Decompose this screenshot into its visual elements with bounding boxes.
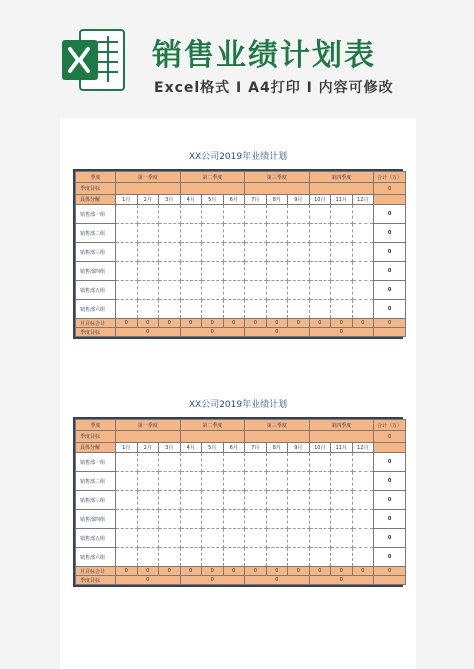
month-value-cell[interactable] <box>245 510 267 529</box>
season-target-cell[interactable] <box>180 431 245 443</box>
month-value-cell[interactable] <box>288 491 310 510</box>
month-value-cell[interactable] <box>245 224 267 243</box>
group-total[interactable]: 0 <box>374 300 406 319</box>
total-header: 合计（万） <box>374 420 406 431</box>
group-label: 销售部一组 <box>76 205 116 224</box>
month-value-cell[interactable] <box>202 491 224 510</box>
month-value-cell[interactable] <box>352 243 374 262</box>
month-value-cell[interactable] <box>288 224 310 243</box>
month-value-cell[interactable] <box>245 529 267 548</box>
month-value-cell[interactable] <box>159 453 181 472</box>
group-total[interactable]: 0 <box>374 491 406 510</box>
monthly-total-label: 月目标合计 <box>76 319 116 328</box>
month-value-cell[interactable] <box>288 472 310 491</box>
month-value-cell[interactable] <box>116 510 138 529</box>
month-value-cell[interactable] <box>309 453 331 472</box>
season-header: 第二季度 <box>180 420 245 431</box>
group-total[interactable]: 0 <box>374 224 406 243</box>
monthly-total-cell[interactable]: 0 <box>245 567 267 576</box>
monthly-total-cell[interactable]: 0 <box>223 567 245 576</box>
table-row <box>76 510 406 529</box>
month-value-cell[interactable] <box>137 262 159 281</box>
month-value-cell[interactable] <box>309 262 331 281</box>
group-total[interactable]: 0 <box>374 262 406 281</box>
group-label: 销售部六组 <box>76 300 116 319</box>
season-header-label: 季度 <box>76 420 116 431</box>
month-header: 2月 <box>137 443 159 453</box>
month-value-cell[interactable] <box>331 243 353 262</box>
month-header: 11月 <box>331 195 353 205</box>
group-total[interactable]: 0 <box>374 243 406 262</box>
season-header-label: 季度 <box>76 172 116 183</box>
month-value-cell[interactable] <box>309 529 331 548</box>
month-value-cell[interactable] <box>245 548 267 567</box>
month-value-cell[interactable] <box>116 224 138 243</box>
month-header: 9月 <box>288 443 310 453</box>
season-header: 第三季度 <box>245 172 310 183</box>
group-label: 销售部六组 <box>76 548 116 567</box>
month-value-cell[interactable] <box>331 281 353 300</box>
month-value-cell[interactable] <box>159 224 181 243</box>
season-target-label: 季度目标 <box>76 183 116 195</box>
season-target-total[interactable]: 0 <box>374 183 406 195</box>
month-value-cell[interactable] <box>331 300 353 319</box>
month-header: 4月 <box>180 443 202 453</box>
month-value-cell[interactable] <box>137 510 159 529</box>
monthly-total-cell[interactable]: 0 <box>137 567 159 576</box>
month-value-cell[interactable] <box>137 224 159 243</box>
month-value-cell[interactable] <box>202 453 224 472</box>
month-value-cell[interactable] <box>116 205 138 224</box>
month-value-cell[interactable] <box>180 262 202 281</box>
group-total[interactable]: 0 <box>374 548 406 567</box>
month-value-cell[interactable] <box>223 224 245 243</box>
monthly-total-cell[interactable]: 0 <box>245 319 267 328</box>
table-row <box>76 453 406 472</box>
monthly-total-cell[interactable]: 0 <box>202 567 224 576</box>
month-value-cell[interactable] <box>266 491 288 510</box>
month-value-cell[interactable] <box>223 262 245 281</box>
month-value-cell[interactable] <box>245 205 267 224</box>
month-value-cell[interactable] <box>245 453 267 472</box>
month-value-cell[interactable] <box>180 224 202 243</box>
group-label: 销售部四组 <box>76 262 116 281</box>
table-row <box>76 300 406 319</box>
month-value-cell[interactable] <box>137 491 159 510</box>
table-row <box>76 548 406 567</box>
month-value-cell[interactable] <box>309 548 331 567</box>
month-value-cell[interactable] <box>159 262 181 281</box>
month-header: 1月 <box>116 195 138 205</box>
plan-table-frame <box>73 417 403 587</box>
month-value-cell[interactable] <box>159 281 181 300</box>
month-value-cell[interactable] <box>331 491 353 510</box>
group-label: 销售部二组 <box>76 224 116 243</box>
month-value-cell[interactable] <box>223 548 245 567</box>
plan-sheet <box>73 398 403 587</box>
month-value-cell[interactable] <box>116 529 138 548</box>
monthly-total-cell[interactable]: 0 <box>159 567 181 576</box>
group-total[interactable]: 0 <box>374 281 406 300</box>
month-value-cell[interactable] <box>202 300 224 319</box>
season-header: 第四季度 <box>309 420 374 431</box>
month-header: 7月 <box>245 443 267 453</box>
month-value-cell[interactable] <box>116 548 138 567</box>
month-value-cell[interactable] <box>245 300 267 319</box>
month-value-cell[interactable] <box>352 510 374 529</box>
monthly-total-cell[interactable]: 0 <box>180 319 202 328</box>
month-value-cell[interactable] <box>266 548 288 567</box>
season-target-cell[interactable] <box>309 431 374 443</box>
table-row <box>76 224 406 243</box>
month-value-cell[interactable] <box>223 300 245 319</box>
month-value-cell[interactable] <box>116 262 138 281</box>
month-value-cell[interactable] <box>223 205 245 224</box>
month-value-cell[interactable] <box>266 510 288 529</box>
month-value-cell[interactable] <box>180 491 202 510</box>
month-value-cell[interactable] <box>223 472 245 491</box>
monthly-total-cell[interactable]: 0 <box>309 319 331 328</box>
plan-table-frame <box>73 169 403 339</box>
monthly-total-cell[interactable]: 0 <box>288 567 310 576</box>
season-goal-label: 季度目标 <box>76 576 116 585</box>
month-value-cell[interactable] <box>352 548 374 567</box>
monthly-total-cell[interactable]: 0 <box>309 567 331 576</box>
monthly-total-cell[interactable]: 0 <box>223 319 245 328</box>
month-value-cell[interactable] <box>223 453 245 472</box>
monthly-total-cell[interactable]: 0 <box>352 567 374 576</box>
month-header: 8月 <box>266 443 288 453</box>
page-subtitle: Excel格式 I A4打印 I 内容可修改 <box>154 80 394 96</box>
season-target-label: 季度目标 <box>76 431 116 443</box>
month-value-cell[interactable] <box>309 205 331 224</box>
season-goal-label: 季度目标 <box>76 328 116 337</box>
month-value-cell[interactable] <box>137 453 159 472</box>
month-value-cell[interactable] <box>352 262 374 281</box>
month-value-cell[interactable] <box>202 529 224 548</box>
month-value-cell[interactable] <box>288 205 310 224</box>
season-goal-cell[interactable]: 0 <box>245 576 310 585</box>
month-value-cell[interactable] <box>116 281 138 300</box>
monthly-total-cell[interactable]: 0 <box>331 319 353 328</box>
month-value-cell[interactable] <box>116 243 138 262</box>
month-header-total <box>374 443 406 453</box>
month-value-cell[interactable] <box>159 529 181 548</box>
month-value-cell[interactable] <box>245 243 267 262</box>
month-value-cell[interactable] <box>288 453 310 472</box>
group-total[interactable]: 0 <box>374 453 406 472</box>
month-value-cell[interactable] <box>352 472 374 491</box>
group-label: 销售部一组 <box>76 453 116 472</box>
month-value-cell[interactable] <box>159 205 181 224</box>
month-value-cell[interactable] <box>331 453 353 472</box>
month-value-cell[interactable] <box>223 491 245 510</box>
table-row <box>76 281 406 300</box>
group-label: 销售部二组 <box>76 472 116 491</box>
season-header: 第三季度 <box>245 420 310 431</box>
month-value-cell[interactable] <box>352 529 374 548</box>
month-value-cell[interactable] <box>137 529 159 548</box>
month-header: 4月 <box>180 195 202 205</box>
month-value-cell[interactable] <box>137 300 159 319</box>
table-row <box>76 472 406 491</box>
season-header: 第一季度 <box>116 172 181 183</box>
month-value-cell[interactable] <box>352 491 374 510</box>
month-value-cell[interactable] <box>116 300 138 319</box>
month-value-cell[interactable] <box>309 243 331 262</box>
month-value-cell[interactable] <box>223 243 245 262</box>
month-value-cell[interactable] <box>202 281 224 300</box>
month-value-cell[interactable] <box>180 205 202 224</box>
month-value-cell[interactable] <box>137 548 159 567</box>
month-value-cell[interactable] <box>137 472 159 491</box>
monthly-total-cell[interactable]: 0 <box>202 319 224 328</box>
group-label: 销售部五组 <box>76 281 116 300</box>
season-target-cell[interactable] <box>309 183 374 195</box>
month-value-cell[interactable] <box>288 510 310 529</box>
season-goal-cell[interactable]: 0 <box>116 328 181 337</box>
month-value-cell[interactable] <box>116 453 138 472</box>
table-row <box>76 262 406 281</box>
group-total[interactable]: 0 <box>374 510 406 529</box>
document-page <box>60 118 416 669</box>
group-label: 销售部五组 <box>76 529 116 548</box>
group-label: 销售部四组 <box>76 510 116 529</box>
month-value-cell[interactable] <box>352 281 374 300</box>
group-total[interactable]: 0 <box>374 529 406 548</box>
excel-icon <box>58 24 130 96</box>
month-value-cell[interactable] <box>331 262 353 281</box>
monthly-total-cell[interactable]: 0 <box>352 319 374 328</box>
month-value-cell[interactable] <box>180 243 202 262</box>
month-value-cell[interactable] <box>159 300 181 319</box>
season-target-cell[interactable] <box>245 183 310 195</box>
plan-sheet <box>73 150 403 339</box>
month-value-cell[interactable] <box>309 472 331 491</box>
season-target-total[interactable]: 0 <box>374 431 406 443</box>
month-value-cell[interactable] <box>159 510 181 529</box>
month-value-cell[interactable] <box>202 262 224 281</box>
month-value-cell[interactable] <box>266 281 288 300</box>
month-value-cell[interactable] <box>288 281 310 300</box>
month-value-cell[interactable] <box>352 300 374 319</box>
monthly-total-sum[interactable]: 0 <box>374 319 406 328</box>
month-header: 6月 <box>223 195 245 205</box>
season-goal-cell[interactable]: 0 <box>245 328 310 337</box>
month-value-cell[interactable] <box>266 529 288 548</box>
month-value-cell[interactable] <box>266 262 288 281</box>
month-header: 7月 <box>245 195 267 205</box>
page-title: 销售业绩计划表 <box>152 38 376 73</box>
month-header: 12月 <box>352 195 374 205</box>
breakdown-label: 具体分解 <box>76 443 116 453</box>
month-header: 5月 <box>202 443 224 453</box>
plan-table <box>75 419 406 585</box>
month-value-cell[interactable] <box>266 205 288 224</box>
month-value-cell[interactable] <box>223 281 245 300</box>
month-value-cell[interactable] <box>331 529 353 548</box>
season-goal-total[interactable] <box>374 576 406 585</box>
month-value-cell[interactable] <box>245 472 267 491</box>
group-total[interactable]: 0 <box>374 472 406 491</box>
month-value-cell[interactable] <box>202 510 224 529</box>
month-value-cell[interactable] <box>202 205 224 224</box>
monthly-total-cell[interactable]: 0 <box>331 567 353 576</box>
table-row <box>76 243 406 262</box>
month-value-cell[interactable] <box>331 472 353 491</box>
month-value-cell[interactable] <box>266 453 288 472</box>
month-value-cell[interactable] <box>202 224 224 243</box>
group-total[interactable]: 0 <box>374 205 406 224</box>
breakdown-label: 具体分解 <box>76 195 116 205</box>
month-value-cell[interactable] <box>352 453 374 472</box>
month-value-cell[interactable] <box>223 510 245 529</box>
month-value-cell[interactable] <box>331 548 353 567</box>
month-value-cell[interactable] <box>266 472 288 491</box>
month-value-cell[interactable] <box>116 472 138 491</box>
month-value-cell[interactable] <box>180 548 202 567</box>
month-value-cell[interactable] <box>180 300 202 319</box>
month-header: 2月 <box>137 195 159 205</box>
month-value-cell[interactable] <box>309 224 331 243</box>
monthly-total-sum[interactable]: 0 <box>374 567 406 576</box>
season-goal-cell[interactable]: 0 <box>309 576 374 585</box>
month-value-cell[interactable] <box>159 472 181 491</box>
month-header: 12月 <box>352 443 374 453</box>
month-value-cell[interactable] <box>180 510 202 529</box>
month-value-cell[interactable] <box>159 548 181 567</box>
season-target-cell[interactable] <box>116 183 181 195</box>
month-value-cell[interactable] <box>180 529 202 548</box>
month-value-cell[interactable] <box>288 548 310 567</box>
month-value-cell[interactable] <box>202 243 224 262</box>
month-header: 9月 <box>288 195 310 205</box>
month-value-cell[interactable] <box>331 205 353 224</box>
season-header: 第一季度 <box>116 420 181 431</box>
season-header: 第二季度 <box>180 172 245 183</box>
monthly-total-cell[interactable]: 0 <box>288 319 310 328</box>
season-target-cell[interactable] <box>245 431 310 443</box>
month-value-cell[interactable] <box>309 491 331 510</box>
monthly-total-cell[interactable]: 0 <box>266 567 288 576</box>
month-header: 3月 <box>159 195 181 205</box>
month-value-cell[interactable] <box>137 205 159 224</box>
month-header: 5月 <box>202 195 224 205</box>
season-goal-cell[interactable]: 0 <box>309 328 374 337</box>
season-target-cell[interactable] <box>116 431 181 443</box>
template-header <box>0 0 474 118</box>
monthly-total-cell[interactable]: 0 <box>116 567 138 576</box>
table-row <box>76 529 406 548</box>
month-header: 10月 <box>309 443 331 453</box>
month-value-cell[interactable] <box>159 491 181 510</box>
month-value-cell[interactable] <box>266 243 288 262</box>
month-value-cell[interactable] <box>180 472 202 491</box>
monthly-total-label: 月目标合计 <box>76 567 116 576</box>
month-value-cell[interactable] <box>245 491 267 510</box>
monthly-total-cell[interactable]: 0 <box>180 567 202 576</box>
month-value-cell[interactable] <box>352 205 374 224</box>
month-value-cell[interactable] <box>266 300 288 319</box>
month-value-cell[interactable] <box>180 453 202 472</box>
month-value-cell[interactable] <box>309 510 331 529</box>
month-value-cell[interactable] <box>288 300 310 319</box>
month-header: 10月 <box>309 195 331 205</box>
month-value-cell[interactable] <box>116 491 138 510</box>
month-value-cell[interactable] <box>331 224 353 243</box>
month-value-cell[interactable] <box>159 243 181 262</box>
total-header: 合计（万） <box>374 172 406 183</box>
month-value-cell[interactable] <box>288 243 310 262</box>
month-value-cell[interactable] <box>245 262 267 281</box>
monthly-total-cell[interactable]: 0 <box>159 319 181 328</box>
season-header: 第四季度 <box>309 172 374 183</box>
month-value-cell[interactable] <box>352 224 374 243</box>
table-row <box>76 491 406 510</box>
month-value-cell[interactable] <box>137 281 159 300</box>
group-label: 销售部三组 <box>76 491 116 510</box>
month-value-cell[interactable] <box>309 300 331 319</box>
month-value-cell[interactable] <box>137 243 159 262</box>
sheet-title: XX公司2019年业绩计划 <box>188 400 288 410</box>
month-header: 6月 <box>223 443 245 453</box>
plan-table <box>75 171 406 337</box>
month-header: 3月 <box>159 443 181 453</box>
month-value-cell[interactable] <box>223 529 245 548</box>
season-goal-cell[interactable]: 0 <box>180 328 245 337</box>
month-header: 11月 <box>331 443 353 453</box>
month-value-cell[interactable] <box>266 224 288 243</box>
month-value-cell[interactable] <box>331 510 353 529</box>
month-value-cell[interactable] <box>180 281 202 300</box>
month-header: 1月 <box>116 443 138 453</box>
month-header-total <box>374 195 406 205</box>
sheet-title: XX公司2019年业绩计划 <box>188 152 288 162</box>
month-value-cell[interactable] <box>309 281 331 300</box>
month-value-cell[interactable] <box>288 262 310 281</box>
season-goal-total[interactable] <box>374 328 406 337</box>
month-value-cell[interactable] <box>202 472 224 491</box>
monthly-total-cell[interactable]: 0 <box>266 319 288 328</box>
month-value-cell[interactable] <box>288 529 310 548</box>
monthly-total-cell[interactable]: 0 <box>116 319 138 328</box>
month-value-cell[interactable] <box>202 548 224 567</box>
month-value-cell[interactable] <box>245 281 267 300</box>
season-goal-cell[interactable]: 0 <box>116 576 181 585</box>
table-row <box>76 205 406 224</box>
group-label: 销售部三组 <box>76 243 116 262</box>
month-header: 8月 <box>266 195 288 205</box>
season-target-cell[interactable] <box>180 183 245 195</box>
monthly-total-cell[interactable]: 0 <box>137 319 159 328</box>
season-goal-cell[interactable]: 0 <box>180 576 245 585</box>
